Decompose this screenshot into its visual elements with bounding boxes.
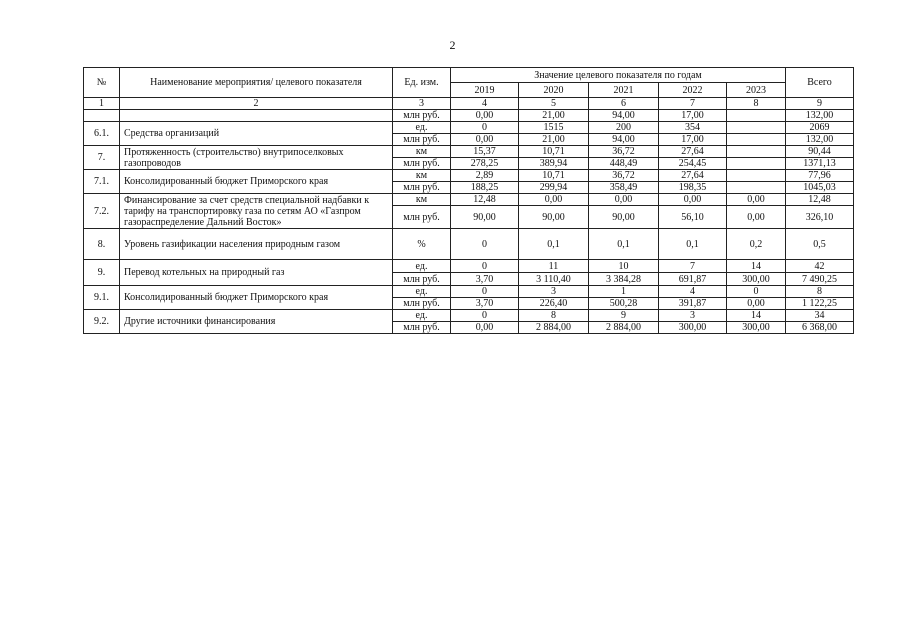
table-row <box>84 286 854 298</box>
cell-total: 1045,03 <box>786 182 854 194</box>
cell-value: 27,64 <box>659 146 727 158</box>
row-unit: км <box>393 194 451 206</box>
row-unit: % <box>393 229 451 260</box>
cell-value: 7 <box>659 260 727 273</box>
cell-value: 2,89 <box>451 170 519 182</box>
cell-value <box>727 134 786 146</box>
row-unit: млн руб. <box>393 158 451 170</box>
cell-total: 2069 <box>786 122 854 134</box>
table-row <box>84 146 854 158</box>
row-unit: км <box>393 146 451 158</box>
header-unit: Ед. изм. <box>393 68 451 98</box>
row-unit: ед. <box>393 286 451 298</box>
cell-value: 0,2 <box>727 229 786 260</box>
target-indicators-table <box>83 67 854 334</box>
cell-value: 0 <box>451 122 519 134</box>
cell-value: 0 <box>451 286 519 298</box>
cell-value: 90,00 <box>451 206 519 229</box>
row-unit: млн руб. <box>393 134 451 146</box>
cell-value: 2 884,00 <box>519 322 589 334</box>
cell-value: 0 <box>451 260 519 273</box>
cell-value <box>727 110 786 122</box>
cell-value: 21,00 <box>519 110 589 122</box>
cell-value: 10 <box>589 260 659 273</box>
row-unit: млн руб. <box>393 298 451 310</box>
cell-value: 90,00 <box>589 206 659 229</box>
cell-value: 10,71 <box>519 170 589 182</box>
row-number: 7.1. <box>84 170 120 194</box>
row-name: Уровень газификации населения природным газом <box>120 229 393 260</box>
cell-value: 0,00 <box>451 134 519 146</box>
cell-value: 0,00 <box>451 322 519 334</box>
header-year: 2019 <box>451 83 519 98</box>
cell-value: 188,25 <box>451 182 519 194</box>
column-number: 2 <box>120 98 393 110</box>
header-year: 2020 <box>519 83 589 98</box>
cell-value: 254,45 <box>659 158 727 170</box>
cell-value: 391,87 <box>659 298 727 310</box>
cell-value: 14 <box>727 310 786 322</box>
column-number: 9 <box>786 98 854 110</box>
cell-total: 42 <box>786 260 854 273</box>
cell-value: 8 <box>519 310 589 322</box>
cell-total: 7 490,25 <box>786 273 854 286</box>
table-row <box>84 170 854 182</box>
cell-value: 0 <box>451 310 519 322</box>
column-number: 3 <box>393 98 451 110</box>
cell-value: 3 <box>659 310 727 322</box>
cell-value: 11 <box>519 260 589 273</box>
header-year: 2021 <box>589 83 659 98</box>
row-number: 8. <box>84 229 120 260</box>
cell-value: 94,00 <box>589 134 659 146</box>
cell-total: 132,00 <box>786 134 854 146</box>
cell-total: 6 368,00 <box>786 322 854 334</box>
row-unit: ед. <box>393 310 451 322</box>
cell-value: 2 884,00 <box>589 322 659 334</box>
cell-total: 77,96 <box>786 170 854 182</box>
row-number: 9.2. <box>84 310 120 334</box>
row-name: Финансирование за счет средств специальной надбавки к тарифу на транспортировку газа по сетям АО «Газпром газораспределение Дальний Восток» <box>120 194 393 229</box>
cell-value: 200 <box>589 122 659 134</box>
cell-value: 0,1 <box>519 229 589 260</box>
cell-total: 1371,13 <box>786 158 854 170</box>
cell-value: 10,71 <box>519 146 589 158</box>
cell-value: 0,00 <box>451 110 519 122</box>
header-year: 2023 <box>727 83 786 98</box>
row-number: 9. <box>84 260 120 286</box>
cell-value: 36,72 <box>589 170 659 182</box>
row-unit: млн руб. <box>393 206 451 229</box>
row-number: 7. <box>84 146 120 170</box>
cell-value: 90,00 <box>519 206 589 229</box>
cell-value: 358,49 <box>589 182 659 194</box>
cell-value: 4 <box>659 286 727 298</box>
cell-value: 17,00 <box>659 134 727 146</box>
cell-value: 389,94 <box>519 158 589 170</box>
cell-value: 0 <box>727 286 786 298</box>
header-num: № <box>84 68 120 98</box>
row-name: Другие источники финансирования <box>120 310 393 334</box>
table-row <box>84 229 854 260</box>
cell-total: 1 122,25 <box>786 298 854 310</box>
row-unit: млн руб. <box>393 273 451 286</box>
row-name: Перевод котельных на природный газ <box>120 260 393 286</box>
cell-value: 27,64 <box>659 170 727 182</box>
cell-value: 36,72 <box>589 146 659 158</box>
cell-value: 3 110,40 <box>519 273 589 286</box>
cell-value: 0 <box>451 229 519 260</box>
cell-value: 0,1 <box>659 229 727 260</box>
cell-value: 198,35 <box>659 182 727 194</box>
row-unit: ед. <box>393 260 451 273</box>
row-number: 9.1. <box>84 286 120 310</box>
row-name: Консолидированный бюджет Приморского края <box>120 170 393 194</box>
column-number: 1 <box>84 98 120 110</box>
header-year: 2022 <box>659 83 727 98</box>
row-name: Консолидированный бюджет Приморского края <box>120 286 393 310</box>
cell-value <box>727 182 786 194</box>
cell-value: 300,00 <box>659 322 727 334</box>
column-number: 7 <box>659 98 727 110</box>
cell-value: 0,00 <box>519 194 589 206</box>
row-unit: млн руб. <box>393 322 451 334</box>
cell-value: 21,00 <box>519 134 589 146</box>
row-number: 7.2. <box>84 194 120 229</box>
cell-value <box>727 158 786 170</box>
row-name <box>120 110 393 122</box>
row-unit: млн руб. <box>393 110 451 122</box>
column-number: 4 <box>451 98 519 110</box>
cell-value: 278,25 <box>451 158 519 170</box>
cell-value: 1515 <box>519 122 589 134</box>
row-number <box>84 110 120 122</box>
cell-value: 299,94 <box>519 182 589 194</box>
cell-value: 3 384,28 <box>589 273 659 286</box>
row-name: Средства организаций <box>120 122 393 146</box>
table-row <box>84 260 854 273</box>
column-number: 6 <box>589 98 659 110</box>
table-row <box>84 194 854 206</box>
cell-value: 226,40 <box>519 298 589 310</box>
cell-value: 0,00 <box>659 194 727 206</box>
cell-value: 14 <box>727 260 786 273</box>
cell-value: 56,10 <box>659 206 727 229</box>
cell-value: 9 <box>589 310 659 322</box>
row-unit: ед. <box>393 122 451 134</box>
column-number: 5 <box>519 98 589 110</box>
table-row <box>84 110 854 122</box>
cell-value: 3 <box>519 286 589 298</box>
cell-total: 326,10 <box>786 206 854 229</box>
row-unit: км <box>393 170 451 182</box>
cell-value: 3,70 <box>451 298 519 310</box>
row-number: 6.1. <box>84 122 120 146</box>
cell-value: 0,00 <box>727 206 786 229</box>
column-number: 8 <box>727 98 786 110</box>
header-name: Наименование мероприятия/ целевого показателя <box>120 68 393 98</box>
header-total: Всего <box>786 68 854 98</box>
cell-value: 0,00 <box>727 194 786 206</box>
row-name: Протяженность (строительство) внутрипоселковых газопроводов <box>120 146 393 170</box>
table-row <box>84 310 854 322</box>
cell-value <box>727 146 786 158</box>
page-number: 2 <box>449 38 456 52</box>
row-unit: млн руб. <box>393 182 451 194</box>
header-values-group: Значение целевого показателя по годам <box>451 68 786 83</box>
cell-total: 132,00 <box>786 110 854 122</box>
cell-value <box>727 170 786 182</box>
cell-value: 300,00 <box>727 322 786 334</box>
cell-value: 3,70 <box>451 273 519 286</box>
cell-total: 0,5 <box>786 229 854 260</box>
cell-value: 448,49 <box>589 158 659 170</box>
cell-value: 12,48 <box>451 194 519 206</box>
cell-value: 500,28 <box>589 298 659 310</box>
cell-value: 0,00 <box>589 194 659 206</box>
cell-total: 90,44 <box>786 146 854 158</box>
cell-total: 8 <box>786 286 854 298</box>
cell-value: 15,37 <box>451 146 519 158</box>
cell-value: 94,00 <box>589 110 659 122</box>
cell-value <box>727 122 786 134</box>
cell-value: 354 <box>659 122 727 134</box>
cell-total: 34 <box>786 310 854 322</box>
cell-value: 1 <box>589 286 659 298</box>
cell-total: 12,48 <box>786 194 854 206</box>
table-row <box>84 122 854 134</box>
cell-value: 17,00 <box>659 110 727 122</box>
cell-value: 691,87 <box>659 273 727 286</box>
cell-value: 0,1 <box>589 229 659 260</box>
cell-value: 0,00 <box>727 298 786 310</box>
cell-value: 300,00 <box>727 273 786 286</box>
